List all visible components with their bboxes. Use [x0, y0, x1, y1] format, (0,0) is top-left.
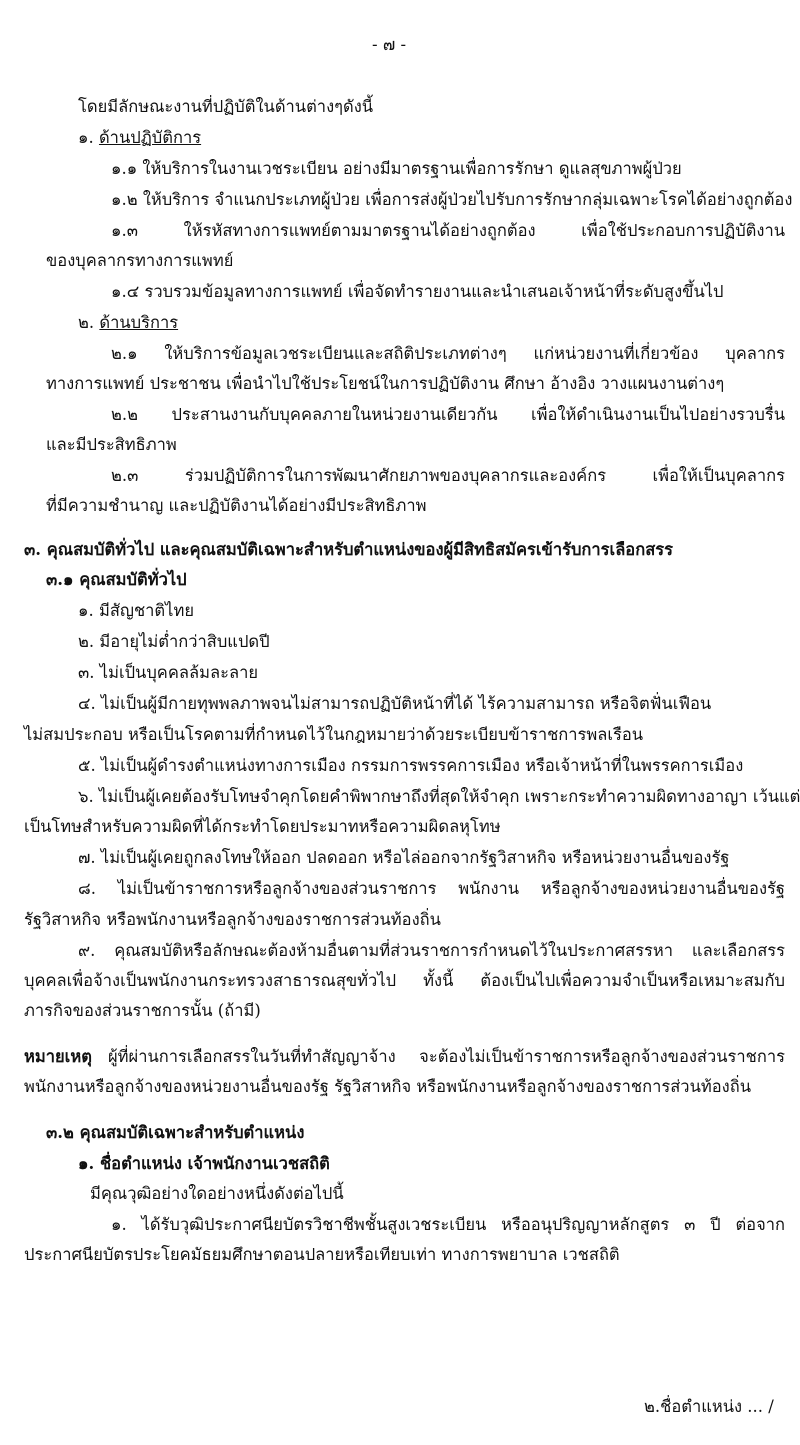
- section1-item: ๑.๓ ให้รหัสทางการแพทย์ตามมาตรฐานได้อย่างถูกต้อง เพื่อใช้ประกอบการปฏิบัติงาน: [111, 221, 785, 240]
- note-label: หมายเหตุ: [24, 1047, 92, 1066]
- qualification-item-cont: ไม่สมประกอบ หรือเป็นโรคตามที่กำหนดไว้ในกฎหมายว่าด้วยระเบียบข้าราชการพลเรือน: [24, 725, 644, 744]
- intro-text: โดยมีลักษณะงานที่ปฏิบัติในด้านต่างๆดังนี้: [78, 97, 374, 116]
- qualification-item: ๑. มีสัญชาติไทย: [78, 601, 194, 620]
- section1-item: ๑.๔ รวบรวมข้อมูลทางการแพทย์ เพื่อจัดทำรายงานและนำเสนอเจ้าหน้าที่ระดับสูงขึ้นไป: [111, 282, 724, 301]
- qualification-intro: มีคุณวุฒิอย่างใดอย่างหนึ่งดังต่อไปนี้: [90, 1184, 344, 1203]
- qualification-item: ๔. ไม่เป็นผู้มีกายทุพพลภาพจนไม่สามารถปฏิบัติหน้าที่ได้ ไร้ความสามารถ หรือจิตฟั่นเฟือน: [78, 694, 712, 713]
- section1-item-cont: ของบุคลากรทางการแพทย์: [46, 251, 234, 270]
- qualification-item: ๖. ไม่เป็นผู้เคยต้องรับโทษจำคุกโดยคำพิพากษาถึงที่สุดให้จำคุก เพราะกระทำความผิดทางอาญา เว้นแต่: [78, 787, 800, 806]
- continuation-marker: ๒.ชื่อตำแหน่ง ... /: [644, 1397, 774, 1416]
- section2-item: ๒.๓ ร่วมปฏิบัติการในการพัฒนาศักยภาพของบุคลากรและองค์กร เพื่อให้เป็นบุคลากร: [111, 466, 785, 485]
- section2-heading: [78, 312, 178, 334]
- qualification-item-cont: เป็นโทษสำหรับความผิดที่ได้กระทำโดยประมาทหรือความผิดลหุโทษ: [24, 817, 501, 836]
- qualification-item: ๒. มีอายุไม่ต่ำกว่าสิบแปดปี: [78, 632, 270, 651]
- qualification-item-cont: ภารกิจของส่วนราชการนั้น (ถ้ามี): [24, 1001, 261, 1020]
- section2-item-cont: ทางการแพทย์ ประชาชน เพื่อนำไปใช้ประโยชน์ในการปฏิบัติงาน ศึกษา อ้างอิง วางแผนงานต่างๆ: [46, 374, 725, 393]
- section3-heading: ๓. คุณสมบัติทั่วไป และคุณสมบัติเฉพาะสำหรับตำแหน่งของผู้มีสิทธิสมัครเข้ารับการเลือกสรร: [24, 540, 673, 559]
- section1-item: ๑.๑ ให้บริการในงานเวชระเบียน อย่างมีมาตรฐานเพื่อการรักษา ดูแลสุขภาพผู้ป่วย: [111, 159, 682, 178]
- section1-item: ๑.๒ ให้บริการ จำแนกประเภทผู้ป่วย เพื่อการส่งผู้ป่วยไปรับการรักษากลุ่มเฉพาะโรคได้อย่างถูกต้อง: [111, 190, 793, 209]
- section2-item: ๒.๑ ให้บริการข้อมูลเวชระเบียนและสถิติประเภทต่างๆ แก่หน่วยงานที่เกี่ยวข้อง บุคลากร: [111, 344, 785, 363]
- section3-sub1-heading: ๓.๑ คุณสมบัติทั่วไป: [46, 570, 187, 589]
- qualification-item: ๘. ไม่เป็นข้าราชการหรือลูกจ้างของส่วนราชการ พนักงาน หรือลูกจ้างของหน่วยงานอื่นของรัฐ: [78, 879, 785, 898]
- page-number: - ๗ -: [372, 35, 407, 54]
- qualification-item-cont: บุคคลเพื่อจ้างเป็นพนักงานกระทรวงสาธารณสุขทั่วไป ทั้งนี้ ต้องเป็นไปเพื่อความจำเป็นหรือเหมาะสมกับ: [24, 971, 785, 990]
- qualification-item: ๕. ไม่เป็นผู้ดำรงตำแหน่งทางการเมือง กรรมการพรรคการเมือง หรือเจ้าหน้าที่ในพรรคการเมือง: [78, 756, 744, 775]
- qualification-item: ๙. คุณสมบัติหรือลักษณะต้องห้ามอื่นตามที่ส่วนราชการกำหนดไว้ในประกาศสรรหา และเลือกสรร: [78, 941, 785, 960]
- position-title: ๑. ชื่อตำแหน่ง เจ้าพนักงานเวชสถิติ: [78, 1154, 330, 1173]
- qualification-item: ๗. ไม่เป็นผู้เคยถูกลงโทษให้ออก ปลดออก หรือไล่ออกจากรัฐวิสาหกิจ หรือหน่วยงานอื่นของรัฐ: [78, 848, 730, 867]
- note-text: ผู้ที่ผ่านการเลือกสรรในวันที่ทำสัญญาจ้าง จะต้องไม่เป็นข้าราชการหรือลูกจ้างของส่วนราชการ: [108, 1047, 785, 1066]
- section2-item-cont: และมีประสิทธิภาพ: [46, 435, 177, 454]
- qualification-detail: ๑. ได้รับวุฒิประกาศนียบัตรวิชาชีพชั้นสูงเวชระเบียน หรืออนุปริญญาหลักสูตร ๓ ปี ต่อจาก: [111, 1215, 785, 1234]
- section1-heading: [78, 127, 201, 149]
- section2-title: ด้านบริการ: [99, 313, 179, 332]
- section2-item-cont: ที่มีความชำนาญ และปฏิบัติงานได้อย่างมีประสิทธิภาพ: [46, 496, 427, 515]
- section2-number: ๒.: [78, 313, 95, 332]
- qualification-item-cont: รัฐวิสาหกิจ หรือพนักงานหรือลูกจ้างของราชการส่วนท้องถิ่น: [24, 910, 441, 929]
- section1-title: ด้านปฏิบัติการ: [98, 128, 202, 147]
- section2-item: ๒.๒ ประสานงานกับบุคคลภายในหน่วยงานเดียวกัน เพื่อให้ดำเนินงานเป็นไปอย่างรวบรื่น: [111, 405, 785, 424]
- note-text-cont: พนักงานหรือลูกจ้างของหน่วยงานอื่นของรัฐ รัฐวิสาหกิจ หรือพนักงานหรือลูกจ้างของราชการส่วนท้องถิ่น: [24, 1077, 751, 1096]
- qualification-detail-cont: ประกาศนียบัตรประโยคมัธยมศึกษาตอนปลายหรือเทียบเท่า ทางการพยาบาล เวชสถิติ: [24, 1245, 620, 1264]
- section1-number: ๑.: [78, 128, 94, 147]
- section3-sub2-heading: ๓.๒ คุณสมบัติเฉพาะสำหรับตำแหน่ง: [46, 1123, 305, 1142]
- qualification-item: ๓. ไม่เป็นบุคคลล้มละลาย: [78, 663, 259, 682]
